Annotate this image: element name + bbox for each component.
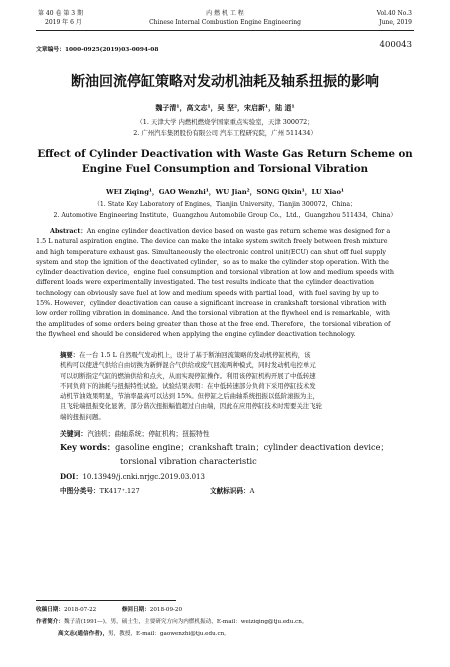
keywords-cn-text: 汽油机；曲轴系统；停缸机构；扭振特性 (87, 430, 210, 438)
keywords-en-label: Key words： (60, 442, 116, 452)
header-volume: 第 40 卷 第 3 期 (38, 10, 83, 17)
abstract-en-line: different loads were experimentally investigated. The test results indicate that the cylinder deactivation (36, 278, 374, 287)
keywords-en-text: gasoline engine；crankshaft train；cylinder deactivation device； (115, 442, 389, 452)
abstract-cn-line: 机构可以使进气供给自由切换为新鲜混合气供给或废气回流两种模式，同时发动机电控单元 (60, 361, 316, 370)
doi-label: DOI： (60, 472, 83, 481)
header-date: 2019 年 6 月 (45, 19, 82, 26)
doccode-value: A (249, 487, 255, 495)
abstract-en-label: Abstract： (50, 227, 87, 235)
authors-en: WEI Ziqing¹，GAO Wenzhi¹，WU Jian²，SONG Qixin¹，LU Xiao¹ (106, 188, 344, 196)
keywords-en-line2: torsional vibration characteristic (120, 456, 257, 466)
author-bio-label: 作者简介： (36, 619, 64, 625)
footnote-dates (36, 605, 182, 613)
header-vol-no: Vol.40 No.3 (376, 10, 412, 17)
author-bio-text: 魏子清(1991—)，男，硕士生，主要研究方向为内燃机振动，E-mail：weiziqing@tju.edu.cn。 (63, 619, 308, 625)
affiliation-en-2: 2. Automotive Engineering Institute，Guangzhou Automobile Group Co.，Ltd.，Guangzhou 511434，China） (53, 212, 397, 219)
abstract-cn-line: 不同负荷下的油耗与扭振特性试验。试验结果表明：在中低转速部分负荷下采用停缸技术发 (60, 381, 316, 390)
authors-cn: 魏子清¹，高文志¹，吴 坚²，宋启新¹，陆 逍¹ (155, 103, 295, 112)
abstract-cn-line: 且飞轮端扭振变化显著，部分谐次扭振幅值超过自由端，因此在应用停缸技术时需要关注飞轮 (60, 402, 323, 411)
article-code: 400043 (379, 40, 412, 50)
document-code (210, 485, 254, 495)
header-rule (36, 30, 414, 31)
abstract-en-line: the flywheel end should be considered when applying the engine cylinder deactivation technology. (36, 329, 356, 338)
corresponding-label: 高文志(通信作者)， (58, 631, 109, 637)
keywords-en (60, 442, 389, 453)
abstract-en-line: 15%. However，cylinder deactivation can cause a significant increase in crankshaft torsional vibration with (36, 299, 387, 308)
clc-value: TK417⁺.127 (99, 487, 140, 495)
affiliation-cn-2: 2. 广州汽车集团股份有限公司 汽车工程研究院，广州 511434） (133, 129, 317, 137)
abstract-en-line: low order rolling vibration in dominance. And the torsional vibration at the flywheel end is remarkable，with (36, 309, 390, 318)
header-journal-en: Chinese Internal Combustion Engine Engineering (149, 19, 301, 26)
abstract-cn (60, 350, 400, 422)
abstract-cn-line: 端的扭振问题。 (60, 412, 105, 421)
abstract-en-line: the amplitudes of some orders being greater than those at the free end. Therefore，the torsional vibration of (36, 319, 391, 328)
abstract-en-line: technology can obviously save fuel at low and medium speeds with partial load，with fuel saving by up to (36, 288, 379, 297)
doi (60, 472, 205, 482)
title-en-line1: Effect of Cylinder Deactivation with Waste Gas Return Scheme on (37, 148, 413, 160)
footnote-author-bio (36, 617, 307, 625)
abstract-cn-line: 在一台 1.5 L 自然吸气发动机上，设计了基于断油回流策略的发动机停缸机构，该 (79, 351, 311, 359)
title-en-line2: Engine Fuel Consumption and Torsional Vibration (81, 163, 369, 175)
clc-number (60, 485, 140, 495)
revised-date: 2018-09-20 (149, 607, 183, 613)
abstract-en-line: system and stop the ignition of the deactivated cylinder，so as to make the cylinder stop operation. With the (36, 257, 389, 266)
received-date: 2018-07-22 (63, 607, 97, 613)
title-cn: 断油回流停缸策略对发动机油耗及轴系扭振的影响 (71, 74, 379, 90)
corresponding-text: 男，教授，E-mail：gaowenzhi@tju.edu.cn。 (108, 631, 230, 637)
footnote-rule (36, 600, 176, 601)
doccode-label: 文献标识码： (210, 487, 250, 495)
abstract-cn-line: 可以切断指定气缸的燃油供给和点火，从而实现停缸操作。利用该停缸机构开展了中低转速 (60, 371, 316, 380)
abstract-cn-label: 摘要： (60, 351, 80, 359)
received-label: 收稿日期： (36, 607, 64, 613)
clc-label: 中图分类号： (60, 487, 100, 495)
abstract-en-line: cylinder deactivation device，engine fuel consumption and torsional vibration at low and medium speeds with (36, 268, 395, 277)
doi-value: 10.13949/j.cnki.nrjgc.2019.03.013 (82, 473, 205, 481)
abstract-en-line: and high temperature exhaust gas. Simultaneously the electronic control unit(ECU) can shut off fuel supply (36, 247, 386, 256)
affiliation-cn-1: （1. 天津大学 内燃机燃烧学国家重点实验室，天津 300072； (136, 118, 314, 126)
keywords-cn-label: 关键词： (60, 430, 88, 438)
keywords-cn (60, 428, 210, 438)
article-number: 文章编号：1000-0925(2019)03-0094-08 (36, 47, 159, 53)
abstract-en-line: 1.5 L natural aspiration engine. The device can make the intake system switch freely between fresh mixture (36, 237, 388, 246)
abstract-cn-line: 动机节油效果明显，节油率最高可以达到 15%。但停缸之后曲轴系统扭振以低阶滚振为主， (60, 392, 320, 401)
header-journal-cn: 内 燃 机 工 程 (206, 10, 244, 17)
footnote-corresponding (58, 629, 230, 637)
abstract-en-line: An engine cylinder deactivation device based on waste gas return scheme was designed for a (86, 227, 391, 235)
header-month: June, 2019 (379, 19, 412, 26)
revised-label: 修回日期： (121, 607, 150, 613)
abstract-en (36, 226, 414, 339)
affiliation-en-1: （1. State Key Laboratory of Engines，Tianjin University，Tianjin 300072，China； (93, 201, 357, 208)
